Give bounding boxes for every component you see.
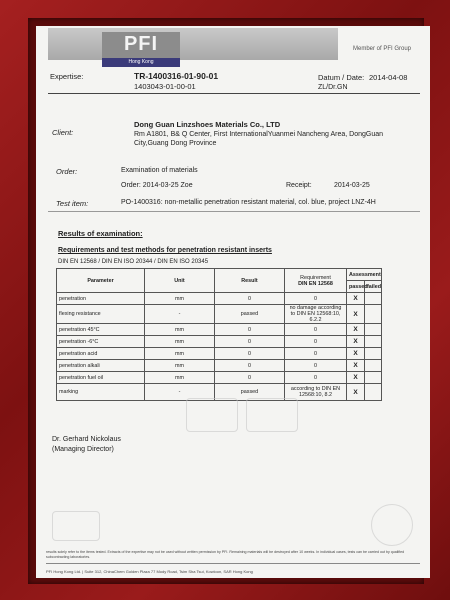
results-subheading: Requirements and test methods for penetration resistant inserts — [58, 247, 272, 254]
expertise-label: Expertise: — [50, 72, 84, 81]
row-result: passed — [215, 305, 285, 324]
row-result: 0 — [215, 293, 285, 305]
row-failed — [365, 372, 382, 384]
row-unit: mm — [145, 293, 215, 305]
row-requirement: no damage according to DIN EN 12568:10, 6.2.2 — [285, 305, 347, 324]
row-parameter: penetration alkali — [57, 360, 145, 372]
row-unit: - — [145, 305, 215, 324]
row-requirement: 0 — [285, 360, 347, 372]
row-passed: X — [347, 336, 365, 348]
row-passed: X — [347, 293, 365, 305]
certificate-document — [36, 26, 430, 578]
test-item-label: Test item: — [56, 199, 89, 208]
row-passed: X — [347, 324, 365, 336]
order-description: Examination of materials — [121, 167, 198, 174]
row-requirement: 0 — [285, 293, 347, 305]
col-header-failed: failed — [365, 281, 382, 293]
row-requirement: 0 — [285, 324, 347, 336]
row-passed: X — [347, 360, 365, 372]
row-failed — [365, 360, 382, 372]
row-failed — [365, 336, 382, 348]
row-unit: mm — [145, 324, 215, 336]
pfi-logo: PFI — [102, 32, 180, 58]
watermark-seal — [371, 504, 413, 546]
client-address-line1: Rm A1801, B& Q Center, First InternationalYuanmei Nancheng Area, DongGuan — [134, 131, 384, 138]
row-passed: X — [347, 348, 365, 360]
row-unit: mm — [145, 360, 215, 372]
table-row — [57, 305, 382, 324]
col-header-assessment: Assessment — [347, 269, 382, 281]
watermark-stamp — [186, 398, 238, 432]
col-header-passed: passed — [347, 281, 365, 293]
standard-reference: DIN EN 12568 / DIN EN ISO 20344 / DIN EN ISO 20345 — [58, 259, 209, 265]
receipt-date: 2014-03-25 — [334, 182, 370, 189]
row-failed — [365, 293, 382, 305]
table-row — [57, 324, 382, 336]
row-unit: - — [145, 384, 215, 401]
requirement-header-line1: Requirement — [300, 274, 331, 281]
row-parameter: penetration acid — [57, 348, 145, 360]
letterhead-banner — [48, 28, 338, 60]
table-row — [57, 348, 382, 360]
col-header-unit: Unit — [145, 269, 215, 293]
order-label: Order: — [56, 167, 78, 176]
row-unit: mm — [145, 348, 215, 360]
row-result: 0 — [215, 336, 285, 348]
row-parameter: marking — [57, 384, 145, 401]
expertise-number-secondary: 1403043-01-00-01 — [134, 82, 196, 91]
row-failed — [365, 384, 382, 401]
client-name: Dong Guan Linzshoes Materials Co., LTD — [134, 120, 281, 129]
signatory-title: (Managing Director) — [52, 446, 114, 453]
row-unit: mm — [145, 372, 215, 384]
client-address-line2: City,Guang Dong Province — [134, 140, 217, 147]
date-value: 2014-04-08 — [369, 73, 408, 82]
row-requirement: 0 — [285, 372, 347, 384]
footer-disclaimer: results solely refer to the items tested. Extracts of the expertise may not be used without written permission by PFI. Remaining materials will be destroyed after 10 weeks. In individual cases, tests can be carried out by qualified subcontracting laboratories. — [46, 550, 405, 559]
row-requirement: according to DIN EN 12568:10, 8.2 — [285, 384, 347, 401]
signatory-name: Dr. Gerhard Nickolaus — [52, 436, 121, 443]
row-failed — [365, 305, 382, 324]
row-requirement: 0 — [285, 336, 347, 348]
client-label: Client: — [52, 128, 74, 137]
row-result: 0 — [215, 360, 285, 372]
row-parameter: flexing resistance — [57, 305, 145, 324]
row-passed: X — [347, 305, 365, 324]
pfi-logo-subtitle: Hong Kong — [102, 58, 180, 67]
table-row — [57, 360, 382, 372]
expertise-number: TR-1400316-01-90-01 — [134, 71, 219, 81]
col-header-result: Result — [215, 269, 285, 293]
table-row — [57, 372, 382, 384]
col-header-parameter: Parameter — [57, 269, 145, 293]
row-failed — [365, 324, 382, 336]
row-parameter: penetration fuel oil — [57, 372, 145, 384]
receipt-label: Receipt: — [286, 182, 312, 189]
results-table — [56, 268, 382, 401]
header-divider — [48, 93, 420, 94]
row-parameter: penetration — [57, 293, 145, 305]
row-requirement: 0 — [285, 348, 347, 360]
order-date: Order: 2014-03-25 Zoe — [121, 182, 193, 189]
watermark-stamp — [246, 398, 298, 432]
footer-address: PFI Hong Kong Ltd. | Suite 312, ChinaChem Golden Plaza 77 Mody Road, Tsim Sha Tsui, Kowloon, SAR Hong Kong — [46, 569, 253, 574]
watermark-badge — [52, 511, 100, 541]
test-item-value: PO-1400316: non-metallic penetration resistant material, col. blue, project LNZ-4H — [121, 199, 376, 206]
row-unit: mm — [145, 336, 215, 348]
row-result: 0 — [215, 372, 285, 384]
requirement-header-line2: DIN EN 12568 — [298, 280, 333, 287]
results-heading: Results of examination: — [58, 229, 143, 238]
table-row — [57, 293, 382, 305]
row-parameter: penetration -6°C — [57, 336, 145, 348]
date-label: Datum / Date: — [318, 73, 365, 82]
row-result: passed — [215, 384, 285, 401]
row-passed: X — [347, 384, 365, 401]
row-result: 0 — [215, 324, 285, 336]
reference-code: ZL/Dr.GN — [318, 84, 348, 91]
table-row — [57, 336, 382, 348]
footer-divider — [46, 563, 420, 564]
col-header-requirement — [285, 269, 347, 293]
row-passed: X — [347, 372, 365, 384]
row-failed — [365, 348, 382, 360]
row-result: 0 — [215, 348, 285, 360]
row-parameter: penetration 45°C — [57, 324, 145, 336]
member-text: Member of PFI Group — [353, 46, 412, 52]
test-item-divider — [48, 211, 420, 212]
